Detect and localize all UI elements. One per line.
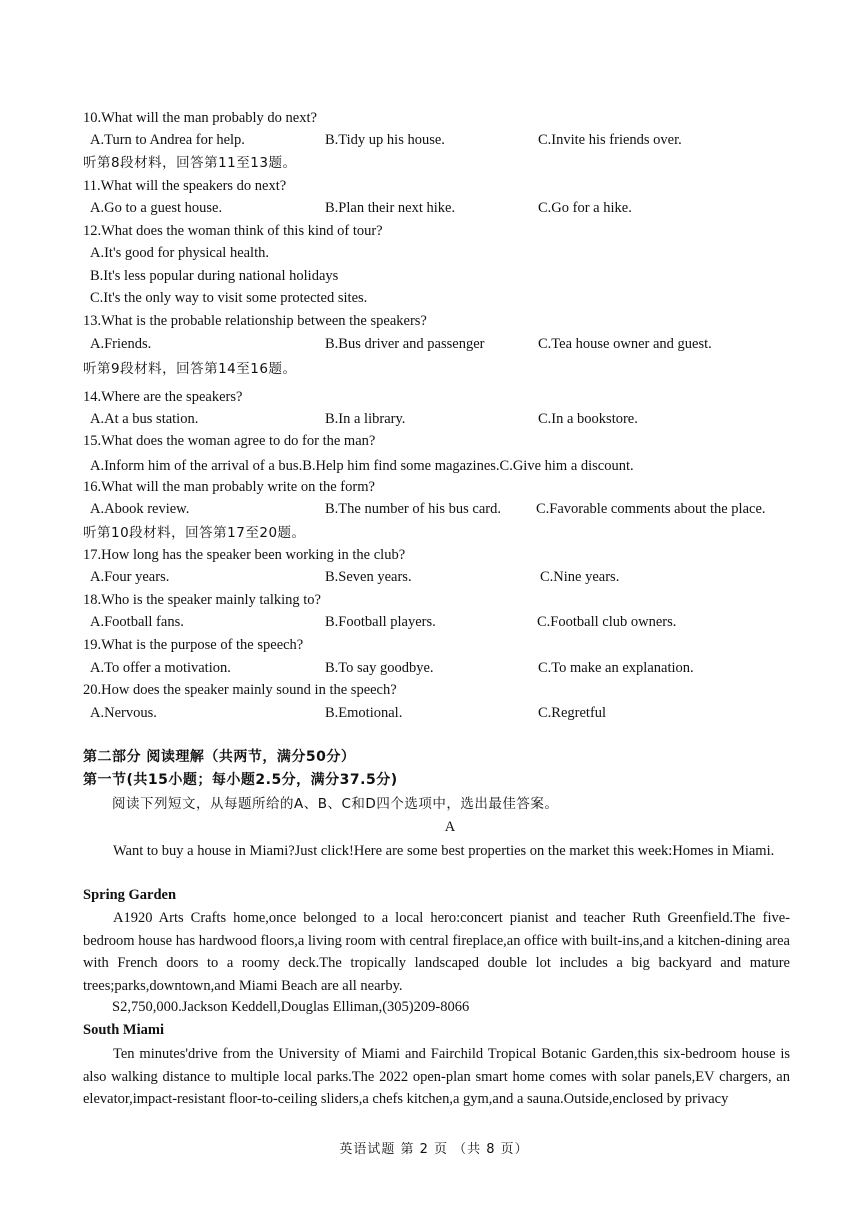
question-16: 16.What will the man probably write on the form?	[83, 479, 375, 495]
option-b: B.Plan their next hike.	[325, 200, 456, 216]
question-19: 19.What is the purpose of the speech?	[83, 637, 304, 653]
option-a: A.Go to a guest house.	[90, 200, 223, 216]
option-a: A.Turn to Andrea for help.	[90, 132, 245, 148]
reading-instruction: 阅读下列短文，从每题所给的A、B、C和D四个选项中，选出最佳答案。	[112, 796, 559, 812]
question-12: 12.What does the woman think of this kind of tour?	[83, 223, 383, 239]
section-heading: 第一节(共15小题；每小题2.5分，满分37.5分)	[83, 772, 398, 788]
option-a: A.Abook review.	[90, 501, 190, 517]
passage-letter: A	[444, 819, 456, 835]
option-b: B.Emotional.	[325, 705, 403, 721]
option-b: B.Tidy up his house.	[325, 132, 445, 148]
question-15: 15.What does the woman agree to do for the man?	[83, 433, 376, 449]
question-14: 14.Where are the speakers?	[83, 389, 243, 405]
question-13: 13.What is the probable relationship between the speakers?	[83, 313, 427, 329]
question-10: 10.What will the man probably do next?	[83, 110, 317, 126]
option-c: C.In a bookstore.	[538, 411, 638, 427]
option-b: B.The number of his bus card.	[325, 501, 501, 517]
option-b: B.Seven years.	[325, 569, 412, 585]
option-b: B.It's less popular during national holidays	[90, 268, 339, 284]
listing-description: Ten minutes'drive from the University of Miami and Fairchild Tropical Botanic Garden,this six-bedroom house is also walking distance to multiple local parks.The 2022 open-plan smart home comes with solar panels,EV chargers, an elevator,impact-resistant floor-to-ceiling sliders,a chefs kitchen,a gym,and a sauna.Outside,enclosed by privacy	[83, 1046, 790, 1107]
option-a: A.At a bus station.	[90, 411, 199, 427]
question-17: 17.How long has the speaker been working in the club?	[83, 547, 406, 563]
option-c: C.Football club owners.	[537, 614, 677, 630]
option-b: B.Bus driver and passenger	[325, 336, 485, 352]
section-instruction: 听第10段材料，回答第17至20题。	[83, 525, 306, 541]
option-a: A.It's good for physical health.	[90, 245, 269, 261]
option-b: B.Football players.	[325, 614, 436, 630]
option-c: C.Tea house owner and guest.	[538, 336, 712, 352]
option-a: A.To offer a motivation.	[90, 660, 231, 676]
options-line: A.Inform him of the arrival of a bus.B.Help him find some magazines.C.Give him a discount.	[90, 458, 634, 474]
option-c: C.It's the only way to visit some protected sites.	[90, 290, 368, 306]
option-a: A.Four years.	[90, 569, 170, 585]
listing-title-south-miami: South Miami	[83, 1022, 164, 1038]
option-b: B.To say goodbye.	[325, 660, 434, 676]
listing-price: S2,750,000.Jackson Keddell,Douglas Elliman,(305)209-8066	[112, 999, 470, 1015]
question-11: 11.What will the speakers do next?	[83, 178, 287, 194]
option-c: C.Invite his friends over.	[538, 132, 682, 148]
option-c: C.Regretful	[538, 705, 607, 721]
option-a: A.Nervous.	[90, 705, 157, 721]
option-c: C.Go for a hike.	[538, 200, 632, 216]
question-18: 18.Who is the speaker mainly talking to?	[83, 592, 321, 608]
listing-description: A1920 Arts Crafts home,once belonged to a local hero:concert pianist and teacher Ruth Greenfield.The five-bedroom house has hardwood floors,a living room with central fireplace,an office with built-ins,and a kitchen-dining area with French doors to a roomy deck.The tropically landscaped double lot includes a big backyard and mature trees;parks,downtown,and Miami Beach are all nearby.	[83, 910, 790, 994]
option-a: A.Friends.	[90, 336, 152, 352]
listing-title-spring-garden: Spring Garden	[83, 887, 177, 903]
passage-intro: Want to buy a house in Miami?Just click!Here are some best properties on the market this week:Homes in Miami.	[113, 843, 775, 859]
question-20: 20.How does the speaker mainly sound in the speech?	[83, 682, 397, 698]
option-a: A.Football fans.	[90, 614, 184, 630]
option-b: B.In a library.	[325, 411, 406, 427]
option-c: C.To make an explanation.	[538, 660, 694, 676]
page-footer: 英语试题 第 2 页 （共 8 页）	[339, 1142, 529, 1157]
section-instruction: 听第9段材料，回答第14至16题。	[83, 361, 297, 377]
part-heading: 第二部分 阅读理解（共两节，满分50分）	[83, 749, 356, 765]
option-c: C.Nine years.	[540, 569, 620, 585]
option-c: C.Favorable comments about the place.	[536, 501, 766, 517]
section-instruction: 听第8段材料，回答第11至13题。	[83, 155, 297, 171]
